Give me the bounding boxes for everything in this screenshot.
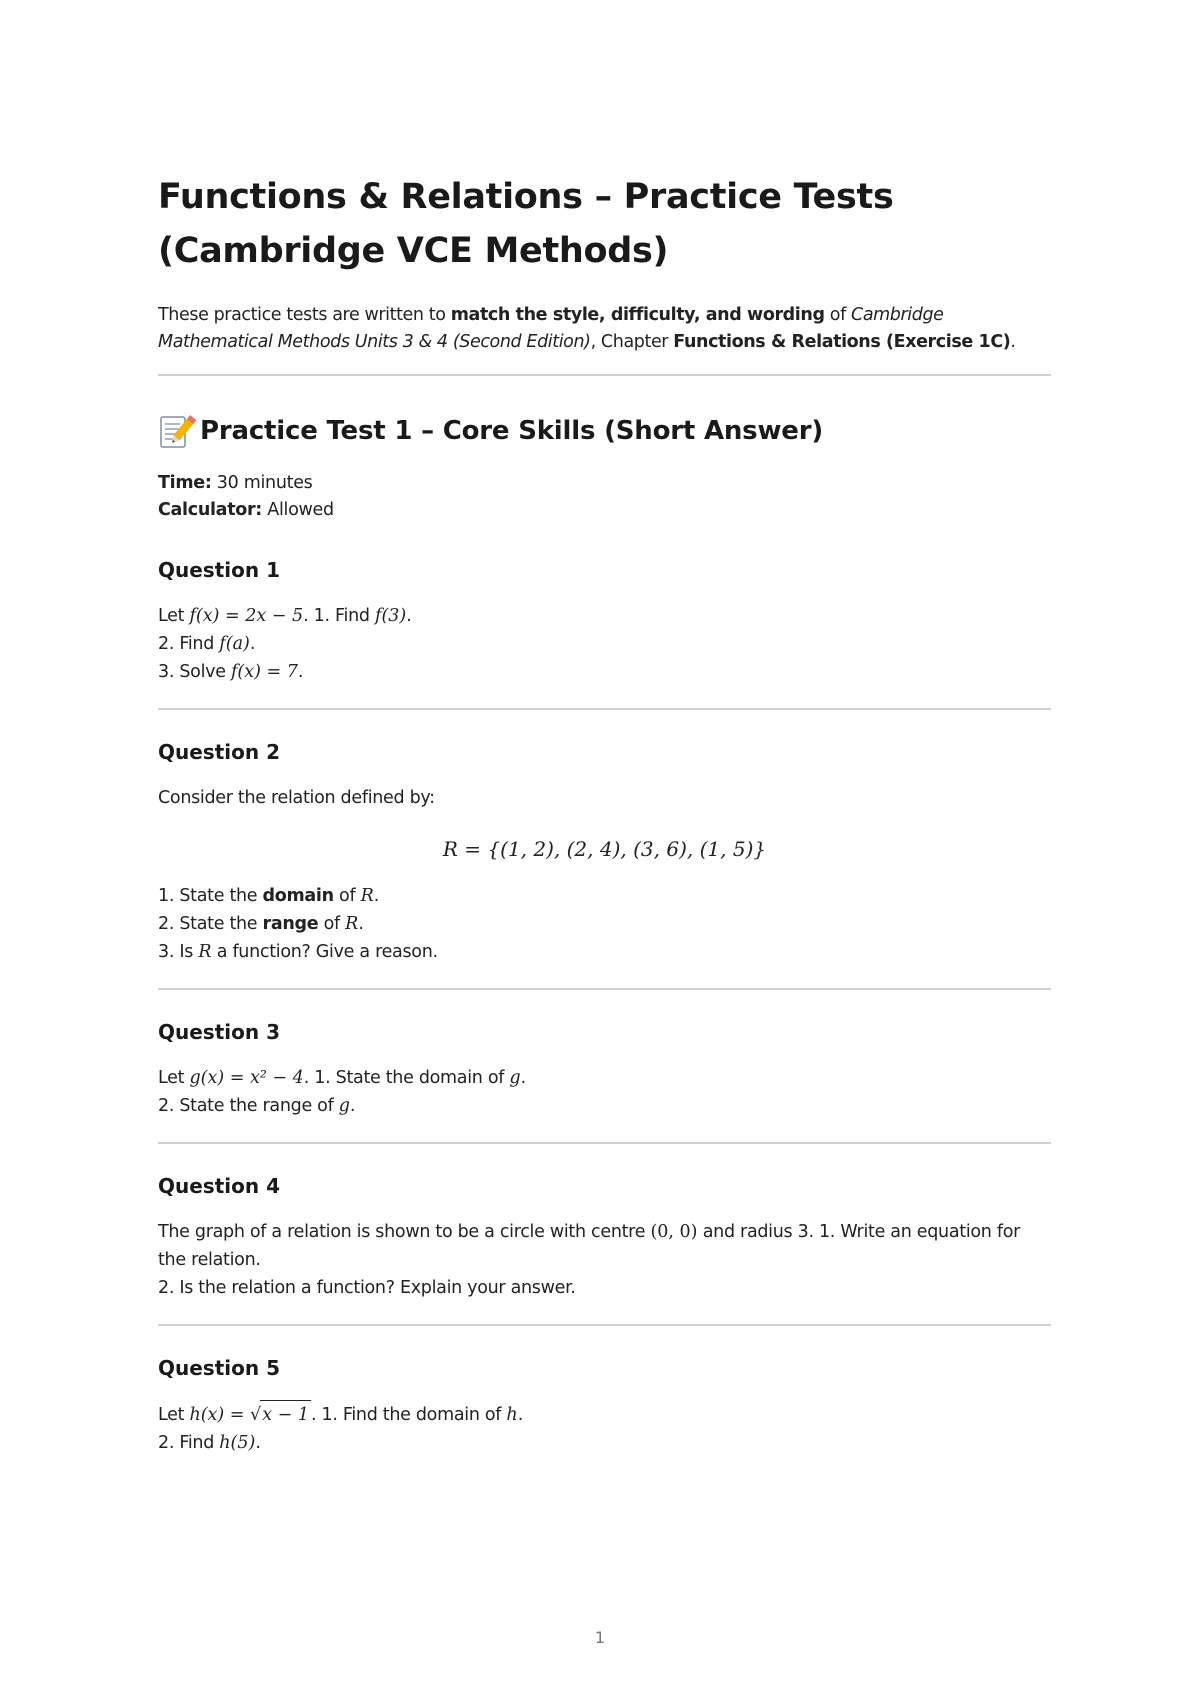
- question-5-heading: Question 5: [158, 1356, 280, 1380]
- math-expression: f(x) = 2x − 5: [189, 606, 304, 626]
- text: 2. Find: [158, 1433, 220, 1453]
- text: 2. State the range of: [158, 1096, 339, 1116]
- text: .: [520, 1068, 526, 1088]
- math-expression: R: [360, 886, 374, 906]
- practice-test-title: Practice Test 1 – Core Skills (Short Answer): [200, 416, 824, 446]
- time-label: Time:: [158, 473, 212, 493]
- text: .: [255, 1433, 261, 1453]
- question-1-heading: Question 1: [158, 558, 280, 582]
- intro-book-title: Cambridge Mathematical Methods Units 3 & 4 (Second Edition): [158, 305, 944, 352]
- text: 3. Solve: [158, 662, 231, 682]
- intro-text: of: [824, 305, 851, 325]
- text: Let: [158, 1068, 190, 1088]
- divider: [158, 1142, 1051, 1144]
- bold-term: domain: [262, 886, 334, 906]
- document-title: [158, 170, 1051, 278]
- math-expression: R: [198, 942, 212, 962]
- text: .: [297, 662, 304, 682]
- text: .: [249, 634, 256, 654]
- text: .: [349, 1096, 356, 1116]
- intro-text: .: [1010, 332, 1016, 352]
- square-root-icon: √: [250, 1405, 262, 1425]
- text: and radius 3. 1. Write an equation for the relation.: [158, 1222, 1021, 1270]
- intro-chapter-name: Functions & Relations (Exercise 1C): [673, 332, 1011, 352]
- question-3-text: [158, 1064, 1051, 1120]
- divider: [158, 708, 1051, 710]
- text: of: [333, 886, 361, 906]
- question-1-text: [158, 602, 1051, 686]
- question-4-heading: Question 4: [158, 1174, 280, 1198]
- text: Let: [158, 606, 190, 626]
- question-4-text: [158, 1218, 1051, 1302]
- divider: [158, 988, 1051, 990]
- text: The graph of a relation is shown to be a circle with centre: [158, 1222, 651, 1242]
- question-5-text: [158, 1400, 1051, 1457]
- divider: [158, 374, 1051, 376]
- math-expression: g: [509, 1068, 521, 1088]
- bold-term: range: [262, 914, 319, 934]
- math-expression: f(3): [374, 606, 407, 626]
- divider: [158, 1324, 1051, 1326]
- math-expression: h(x) =: [189, 1405, 251, 1425]
- page-number: 1: [594, 1628, 606, 1647]
- text: .: [358, 914, 364, 934]
- math-expression: f(x) = 7: [230, 662, 298, 682]
- text: . 1. State the domain of: [303, 1068, 510, 1088]
- text: 2. Is the relation a function? Explain your answer.: [158, 1278, 576, 1298]
- text: 3. Is: [158, 942, 199, 962]
- calculator-label: Calculator:: [158, 500, 263, 520]
- question-2-heading: Question 2: [158, 740, 280, 764]
- math-expression: g(x) = x² − 4: [189, 1068, 304, 1088]
- intro-text: These practice tests are written to: [158, 305, 451, 325]
- math-expression: h: [506, 1405, 518, 1425]
- text: . 1. Find the domain of: [310, 1405, 507, 1425]
- relation-definition: R = {(1, 2), (2, 4), (3, 6), (1, 5)}: [442, 837, 767, 861]
- test-meta: [158, 470, 1051, 524]
- math-expression: R: [345, 914, 359, 934]
- practice-test-heading: [158, 412, 1051, 450]
- intro-text: , Chapter: [590, 332, 674, 352]
- question-2-intro: Consider the relation defined by:: [158, 788, 435, 808]
- math-expression: g: [338, 1096, 350, 1116]
- text: a function? Give a reason.: [211, 942, 438, 962]
- math-expression: f(a): [219, 634, 250, 654]
- math-expression: h(5): [219, 1433, 256, 1453]
- memo-icon: [158, 412, 196, 450]
- radicand: x − 1: [260, 1400, 311, 1429]
- text: .: [373, 886, 380, 906]
- document-page: [158, 170, 1051, 1457]
- question-3-heading: Question 3: [158, 1020, 280, 1044]
- calculator-value: Allowed: [262, 500, 334, 520]
- text: 2. State the: [158, 914, 263, 934]
- text: .: [517, 1405, 523, 1425]
- text: .: [406, 606, 412, 626]
- title-line-2: (Cambridge VCE Methods): [158, 231, 669, 271]
- text: of: [318, 914, 346, 934]
- text: 1. State the: [158, 886, 263, 906]
- text: 2. Find: [158, 634, 220, 654]
- text: . 1. Find: [303, 606, 375, 626]
- math-expression: (0, 0): [650, 1222, 698, 1242]
- intro-bold-text: match the style, difficulty, and wording: [450, 305, 825, 325]
- title-line-1: Functions & Relations – Practice Tests: [158, 177, 894, 217]
- text: Let: [158, 1405, 190, 1425]
- question-2-parts: [158, 882, 1051, 966]
- intro-paragraph: [158, 302, 1051, 356]
- time-value: 30 minutes: [211, 473, 313, 493]
